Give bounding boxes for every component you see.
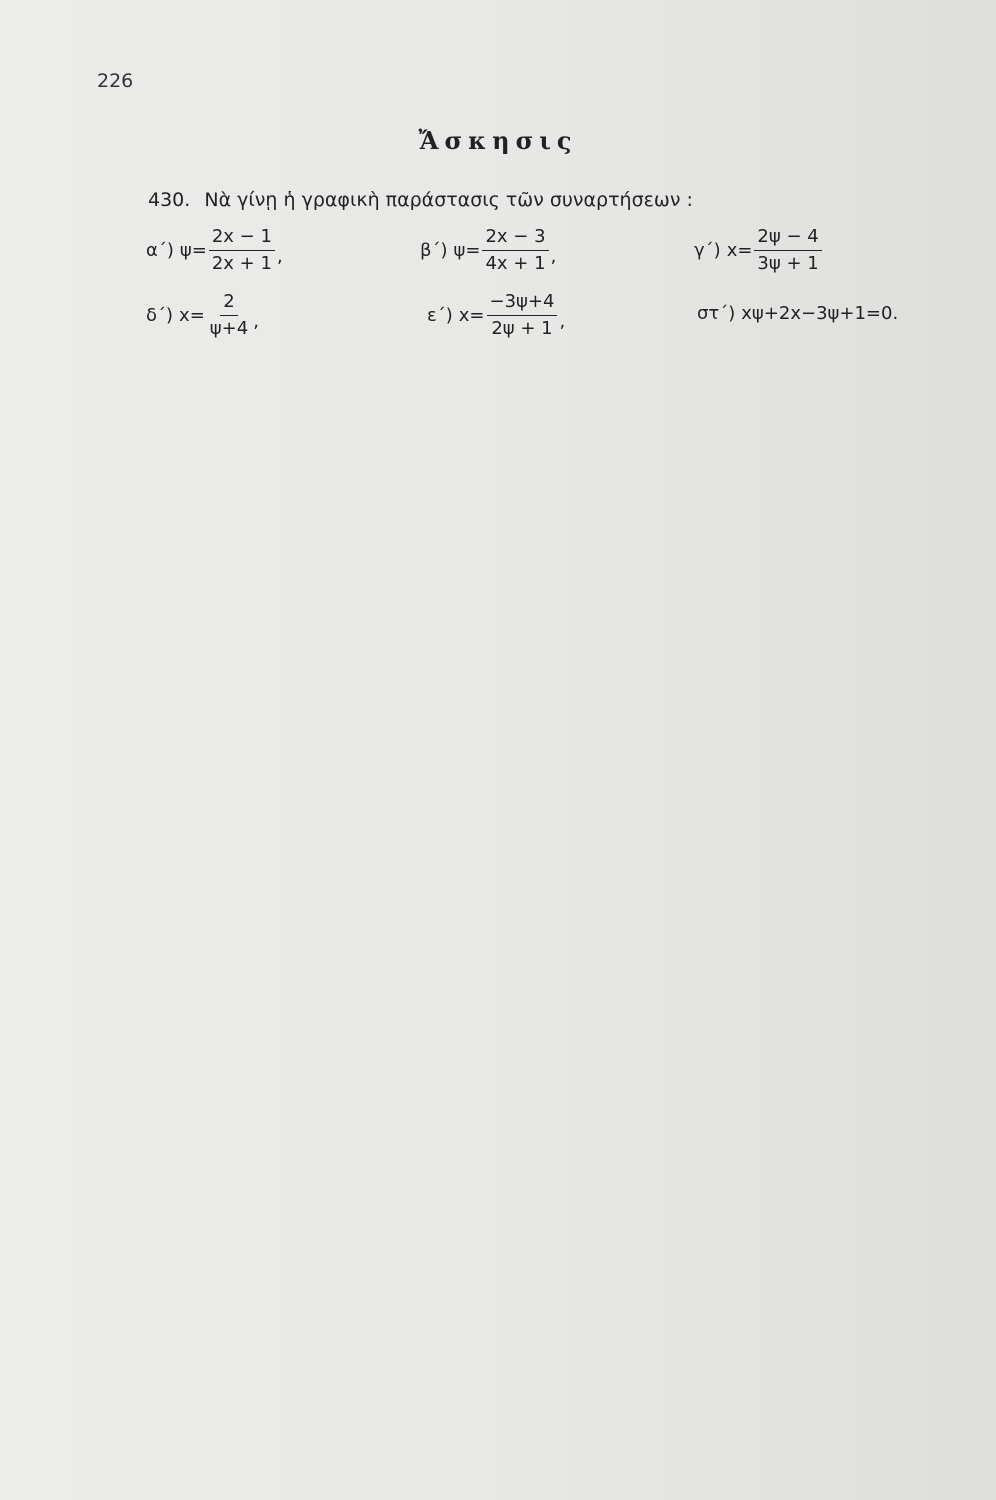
fraction-numerator: 2 [220, 291, 237, 316]
item-expression: xψ+2x−3ψ+1=0. [741, 303, 899, 324]
fraction [754, 226, 821, 275]
fraction-denominator: ψ+4 [209, 318, 249, 339]
item-lhs: x= [458, 305, 485, 326]
exercise-text: Νὰ γίνῃ ἡ γραφικὴ παράστασις τῶν συναρτήσεων : [204, 189, 693, 211]
item-punctuation: , [253, 311, 259, 332]
item-label: στ΄) [697, 303, 736, 324]
function-item-d [146, 291, 259, 340]
fraction-denominator: 3ψ + 1 [757, 253, 819, 274]
function-item-a [146, 226, 283, 275]
item-lhs: ψ= [453, 240, 481, 261]
page-number: 226 [97, 70, 134, 92]
fraction [482, 226, 548, 275]
fraction [207, 291, 251, 340]
function-item-e [427, 291, 565, 340]
fraction-denominator: 4x + 1 [485, 253, 546, 274]
fraction [487, 291, 558, 340]
item-label: β΄) [420, 240, 448, 261]
item-punctuation: , [276, 246, 283, 267]
item-lhs: x= [179, 305, 205, 326]
exercise-statement [148, 189, 693, 211]
fraction [209, 226, 275, 275]
item-label: δ΄) [146, 305, 174, 326]
fraction-numerator: 2x − 3 [482, 226, 548, 251]
exercise-number: 430. [148, 189, 191, 211]
function-item-c [694, 226, 824, 275]
item-label: α΄) [146, 240, 174, 261]
fraction-numerator: 2ψ − 4 [754, 226, 821, 251]
item-lhs: ψ= [179, 240, 207, 261]
fraction-numerator: 2x − 1 [209, 226, 275, 251]
fraction-denominator: 2ψ + 1 [491, 318, 553, 339]
fraction-denominator: 2x + 1 [211, 253, 272, 274]
function-item-b [420, 226, 556, 275]
item-punctuation: , [559, 311, 566, 332]
fraction-numerator: −3ψ+4 [487, 291, 558, 316]
item-punctuation: , [550, 246, 557, 267]
item-label: ε΄) [427, 305, 453, 326]
item-lhs: x= [726, 240, 753, 261]
section-title: Ἄσκησις [418, 126, 578, 155]
function-item-f [697, 303, 898, 324]
item-label: γ΄) [694, 240, 721, 261]
